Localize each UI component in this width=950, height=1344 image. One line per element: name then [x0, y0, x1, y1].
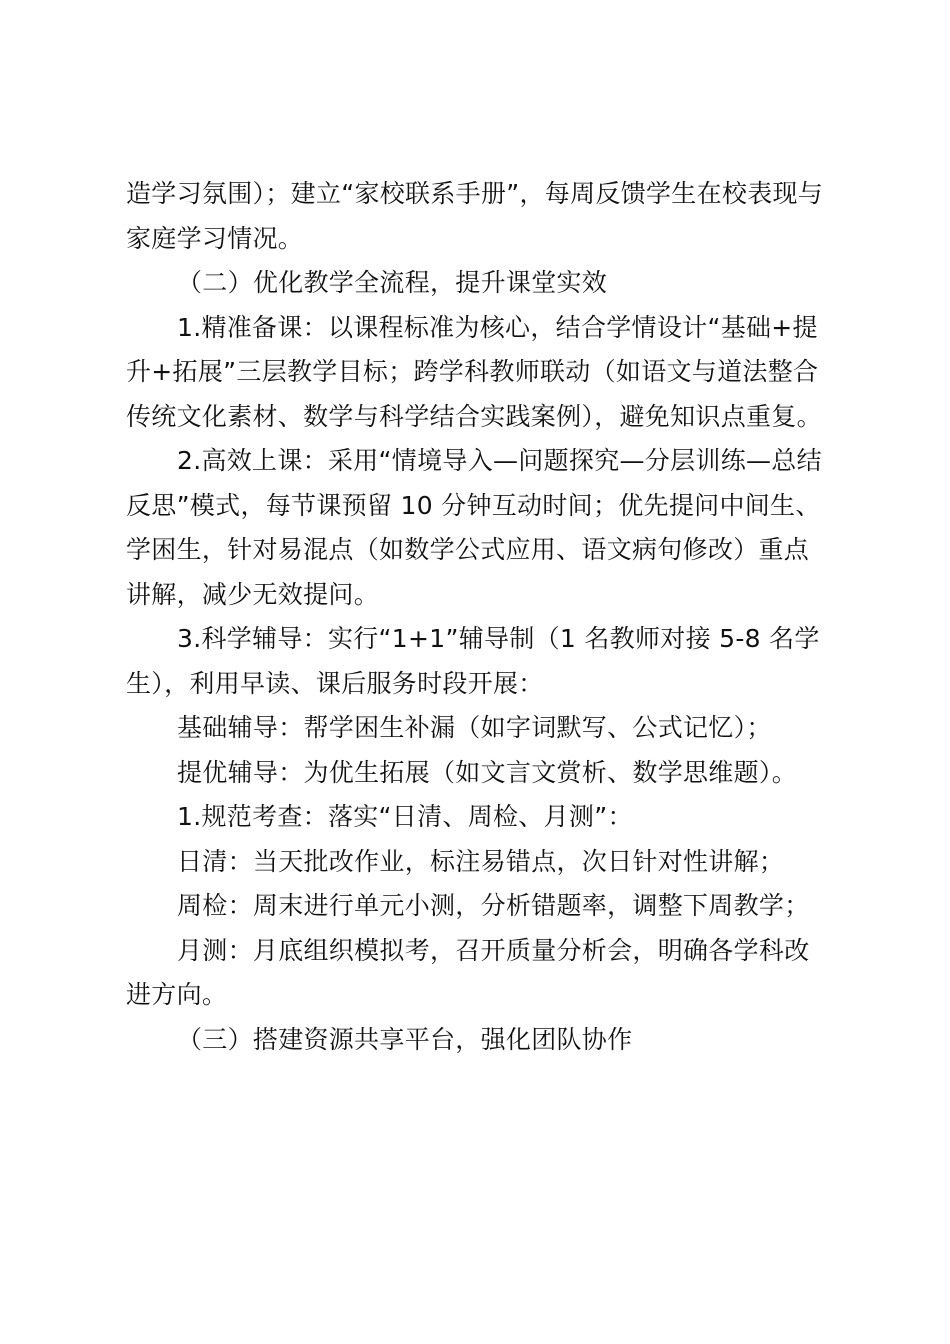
- paragraph-assessment: 1.规范考查：落实“日清、周检、月测”：: [177, 802, 633, 831]
- paragraph-basic-tutoring: 基础辅导：帮学困生补漏（如字词默写、公式记忆）；: [177, 713, 772, 742]
- paragraph-weekly-check: 周检：周末进行单元小测，分析错题率，调整下周教学；: [177, 891, 810, 920]
- paragraph-class-teaching: 2.高效上课：采用“情境导入—问题探究—分层训练—总结反思”模式，每节课预留 10 分钟互动时间；优先提问中间生、学困生，针对易混点（如数学公式应用、语文病句修改）重点讲解，减少无效提问。: [126, 446, 822, 609]
- paragraph-monthly-test: 月测：月底组织模拟考，召开质量分析会，明确各学科改进方向。: [126, 935, 810, 1009]
- paragraph-continuation: 造学习氛围）；建立“家校联系手册”，每周反馈学生在校表现与家庭学习情况。: [126, 179, 824, 253]
- paragraph-tutoring: 3.科学辅导：实行“1+1”辅导制（1 名教师对接 5-8 名学生），利用早读、课后服务时段开展：: [126, 624, 820, 698]
- paragraph-daily-check: 日清：当天批改作业，标注易错点，次日针对性讲解；: [177, 846, 785, 876]
- section-heading-2: （二）优化教学全流程，提升课堂实效: [177, 268, 608, 297]
- document-body: [126, 172, 834, 1062]
- section-heading-3: （三）搭建资源共享平台，强化团队协作: [177, 1024, 633, 1054]
- paragraph-advanced-tutoring: 提优辅导：为优生拓展（如文言文赏析、数学思维题）。: [177, 757, 798, 787]
- paragraph-lesson-prep: 1.精准备课：以课程标准为核心，结合学情设计“基础+提升+拓展”三层教学目标；跨学科教师联动（如语文与道法整合传统文化素材、数学与科学结合实践案例），避免知识点重复。: [126, 312, 822, 431]
